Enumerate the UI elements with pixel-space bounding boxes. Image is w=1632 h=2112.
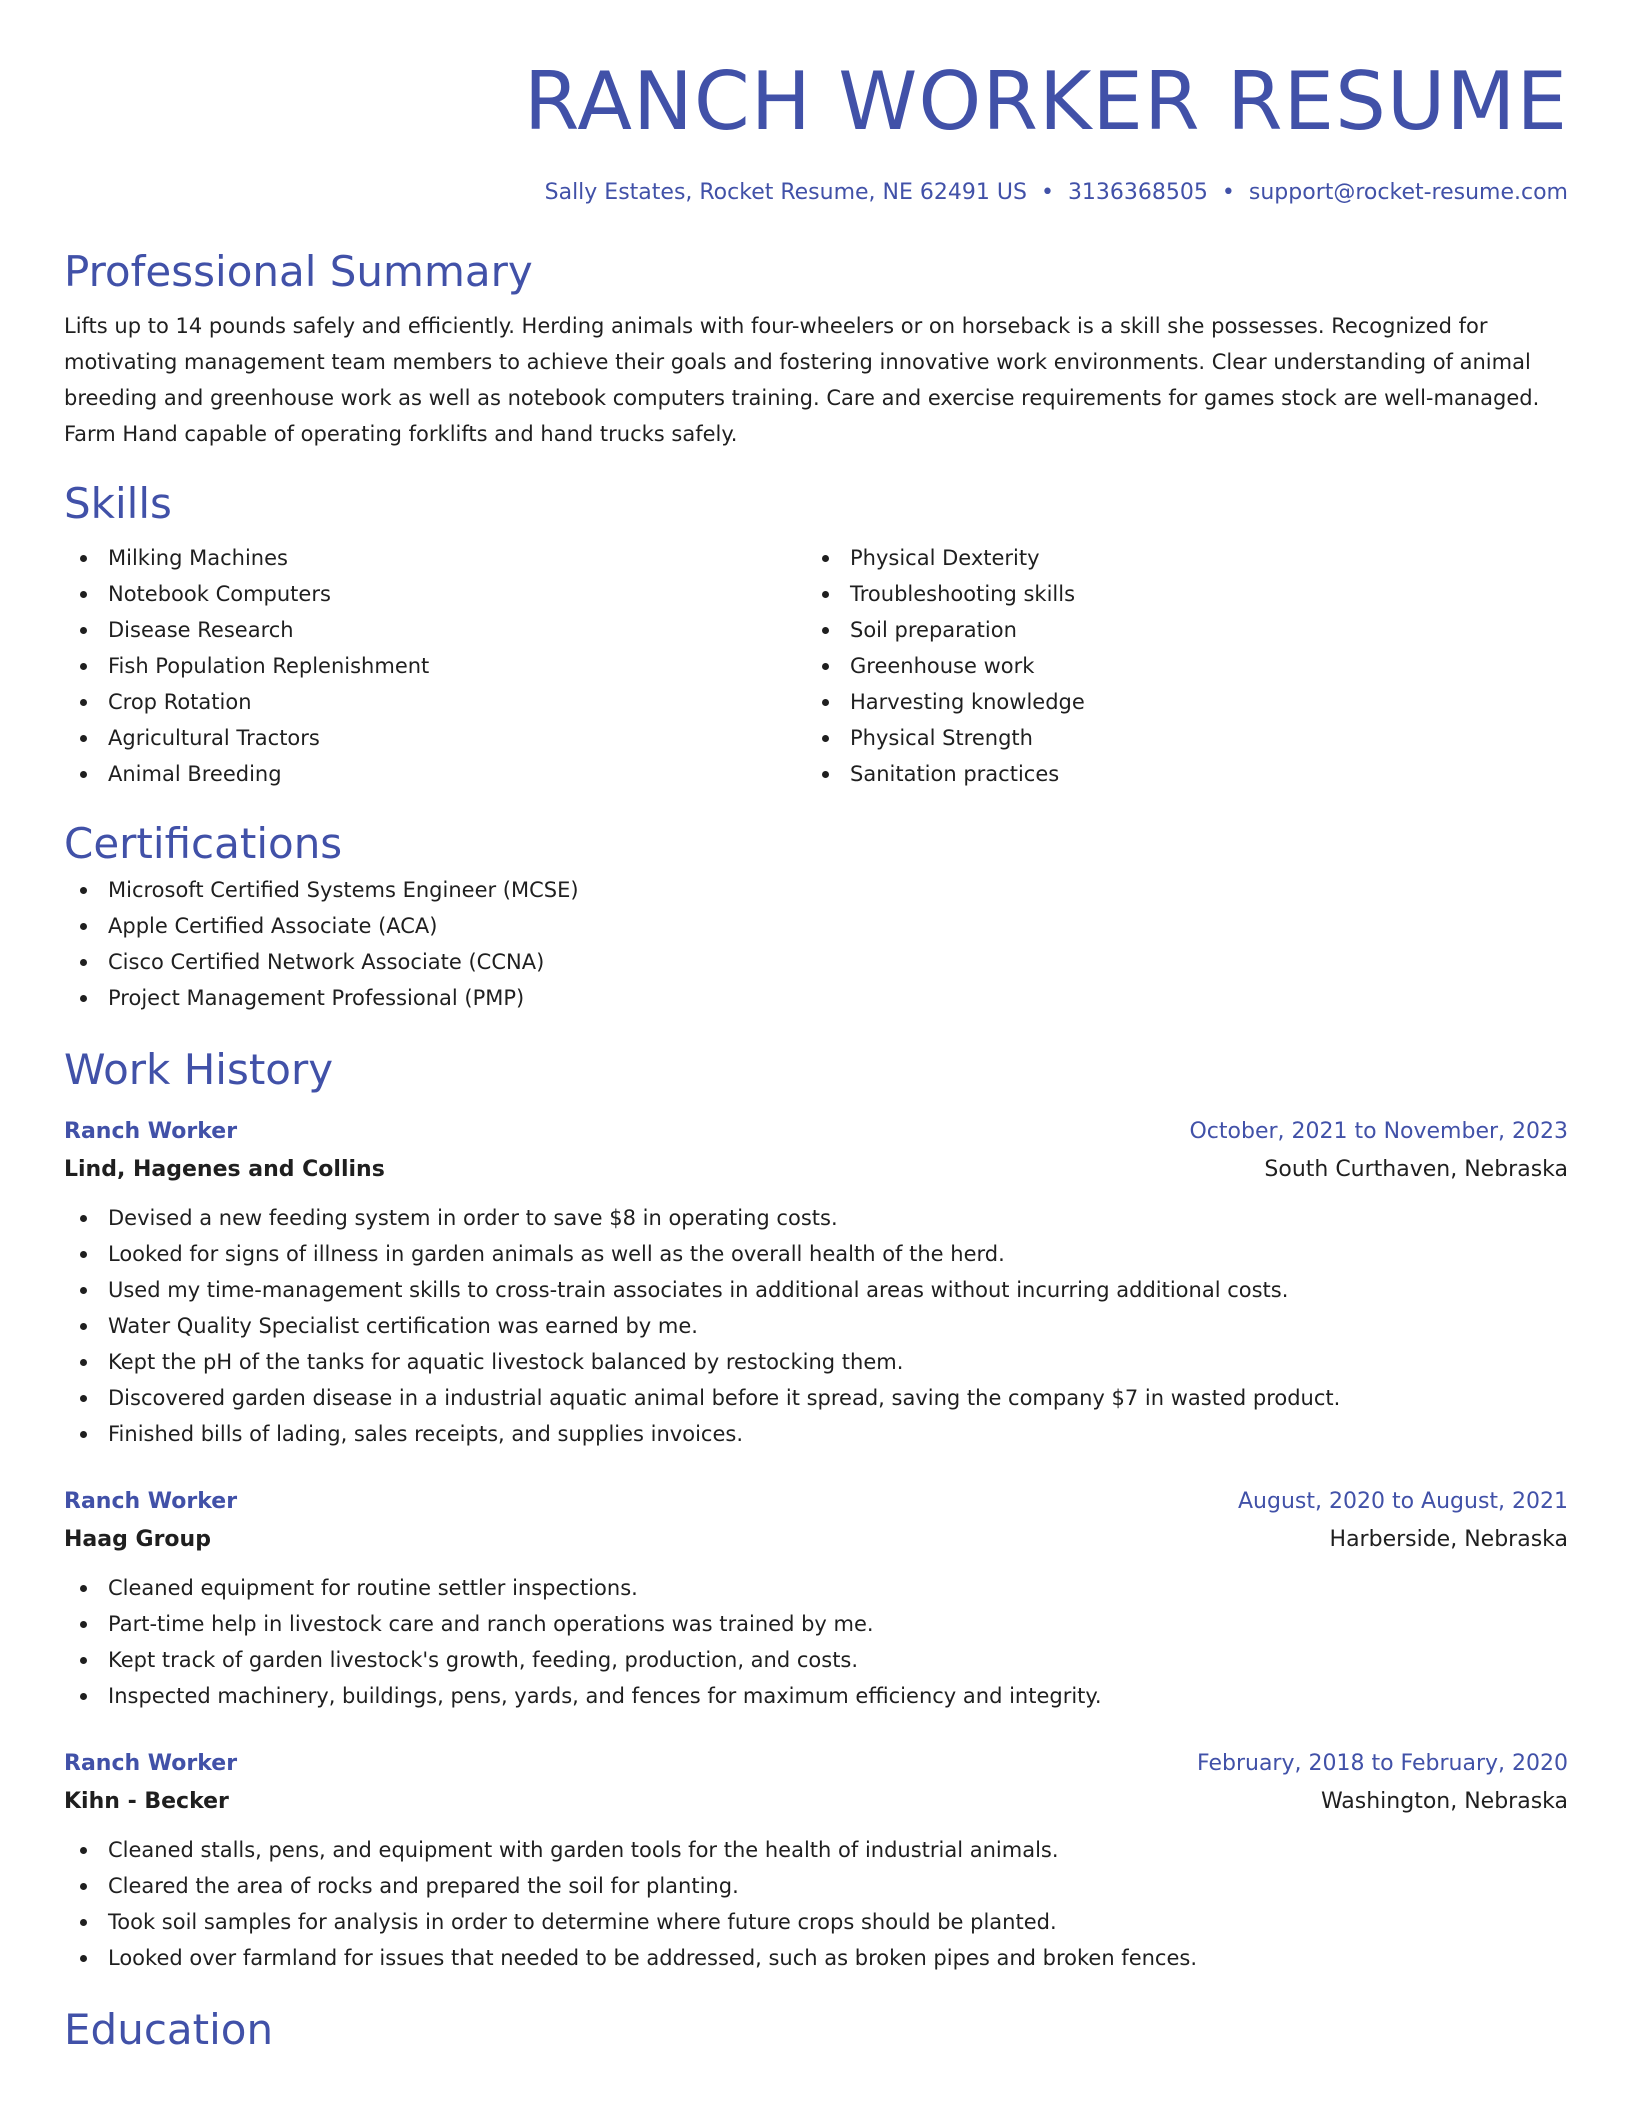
skill-item: Troubleshooting skills [806, 576, 1548, 612]
job-duty: Part-time help in livestock care and ranch operations was trained by me. [64, 1606, 1568, 1642]
job-location: Harberside, Nebraska [1329, 1527, 1568, 1552]
job-header-row [64, 1746, 1568, 1782]
contact-line [64, 178, 1568, 208]
job-company-row [64, 1150, 1568, 1190]
job-duty: Looked over farmland for issues that needed to be addressed, such as broken pipes and broken fences. [64, 1940, 1568, 1976]
job-duties-list [64, 1200, 1568, 1452]
resume-title: RANCH WORKER RESUME [523, 55, 1568, 148]
skill-item: Disease Research [64, 612, 806, 648]
job-location: Washington, Nebraska [1320, 1789, 1568, 1814]
skills-columns [64, 540, 1568, 792]
skill-item: Physical Strength [806, 720, 1548, 756]
job-company-row [64, 1782, 1568, 1822]
job-company: Kihn - Becker [64, 1789, 229, 1814]
certifications-heading: Certifications [64, 819, 343, 868]
job-duty: Cleaned equipment for routine settler inspections. [64, 1570, 1568, 1606]
skills-list-left [64, 540, 806, 792]
job-entry [64, 1746, 1568, 1976]
contact-email: support@rocket-resume.com [1248, 180, 1568, 205]
skill-item: Milking Machines [64, 540, 806, 576]
job-duty: Cleaned stalls, pens, and equipment with garden tools for the health of industrial animals. [64, 1832, 1568, 1868]
skill-item: Sanitation practices [806, 756, 1548, 792]
contact-address: Sally Estates, Rocket Resume, NE 62491 US [544, 180, 1027, 205]
skill-item: Crop Rotation [64, 684, 806, 720]
job-header-row [64, 1114, 1568, 1150]
job-dates: August, 2020 to August, 2021 [1238, 1489, 1568, 1514]
contact-separator: • [1221, 180, 1235, 205]
skills-list-right [806, 540, 1548, 792]
contact-phone: 3136368505 [1067, 180, 1208, 205]
job-company-row [64, 1520, 1568, 1560]
education-heading: Education [64, 2005, 274, 2054]
resume-page [64, 0, 1568, 2058]
job-company: Haag Group [64, 1527, 211, 1552]
job-duty: Inspected machinery, buildings, pens, yards, and fences for maximum efficiency and integrity. [64, 1678, 1568, 1714]
job-duty: Water Quality Specialist certification was earned by me. [64, 1308, 1568, 1344]
job-duty: Took soil samples for analysis in order to determine where future crops should be planted. [64, 1904, 1568, 1940]
certification-item: Apple Certified Associate (ACA) [64, 908, 1568, 944]
job-dates: October, 2021 to November, 2023 [1189, 1119, 1568, 1144]
skill-item: Notebook Computers [64, 576, 806, 612]
skill-item: Greenhouse work [806, 648, 1548, 684]
job-entry [64, 1484, 1568, 1714]
job-duty: Looked for signs of illness in garden animals as well as the overall health of the herd. [64, 1236, 1568, 1272]
certification-item: Project Management Professional (PMP) [64, 980, 1568, 1016]
job-duty: Kept track of garden livestock's growth, feeding, production, and costs. [64, 1642, 1568, 1678]
job-duty: Devised a new feeding system in order to save $8 in operating costs. [64, 1200, 1568, 1236]
skill-item: Animal Breeding [64, 756, 806, 792]
job-location: South Curthaven, Nebraska [1264, 1157, 1568, 1182]
work-history-heading: Work History [64, 1045, 334, 1094]
job-duty: Finished bills of lading, sales receipts, and supplies invoices. [64, 1416, 1568, 1452]
summary-text: Lifts up to 14 pounds safely and efficiently. Herding animals with four-wheelers or on horseback is a skill she possesses. Recognized for motivating management team members to achieve their goals and fostering innovative work environments. Clear understanding of animal breeding and greenhouse work as well as notebook computers training. Care and exercise requirements for games stock are well-managed. Farm Hand capable of operating forklifts and hand trucks safely. [64, 314, 1540, 446]
job-duties-list [64, 1832, 1568, 1976]
job-duty: Kept the pH of the tanks for aquatic livestock balanced by restocking them. [64, 1344, 1568, 1380]
job-title: Ranch Worker [64, 1489, 238, 1514]
skill-item: Physical Dexterity [806, 540, 1548, 576]
skill-item: Agricultural Tractors [64, 720, 806, 756]
job-company: Lind, Hagenes and Collins [64, 1157, 385, 1182]
job-duty: Used my time-management skills to cross-train associates in additional areas without incurring additional costs. [64, 1272, 1568, 1308]
skill-item: Fish Population Replenishment [64, 648, 806, 684]
resume-header [64, 0, 1568, 208]
summary-heading: Professional Summary [64, 247, 533, 296]
job-duty: Discovered garden disease in a industrial aquatic animal before it spread, saving the company $7 in wasted product. [64, 1380, 1568, 1416]
job-entry [64, 1114, 1568, 1452]
job-duty: Cleared the area of rocks and prepared the soil for planting. [64, 1868, 1568, 1904]
job-title: Ranch Worker [64, 1119, 238, 1144]
skill-item: Harvesting knowledge [806, 684, 1548, 720]
certifications-list [64, 872, 1568, 1016]
skills-heading: Skills [64, 479, 172, 528]
job-header-row [64, 1484, 1568, 1520]
certification-item: Cisco Certified Network Associate (CCNA) [64, 944, 1568, 980]
job-dates: February, 2018 to February, 2020 [1197, 1751, 1568, 1776]
job-duties-list [64, 1570, 1568, 1714]
certification-item: Microsoft Certified Systems Engineer (MCSE) [64, 872, 1568, 908]
job-title: Ranch Worker [64, 1751, 238, 1776]
skill-item: Soil preparation [806, 612, 1548, 648]
contact-separator: • [1040, 180, 1054, 205]
